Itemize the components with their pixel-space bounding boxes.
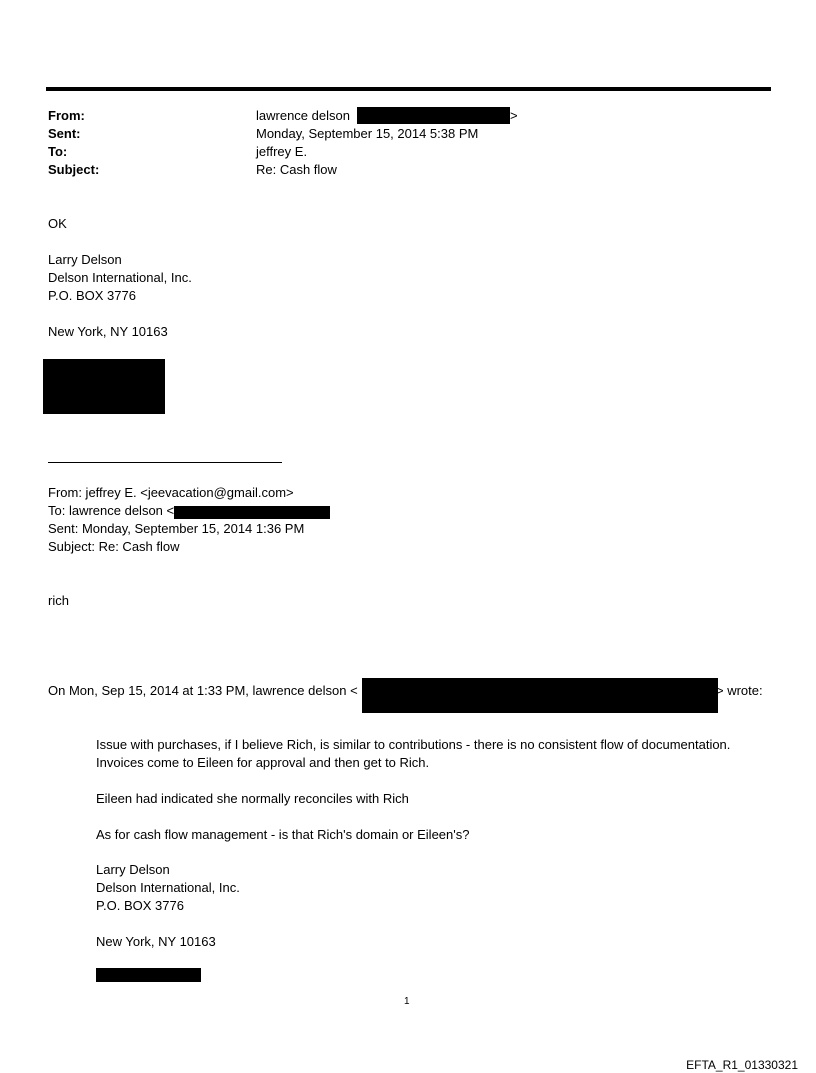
from-trail: >: [510, 108, 518, 123]
prior-from: From: jeffrey E. <jeevacation@gmail.com>: [48, 485, 294, 500]
reply-body: OK: [48, 216, 67, 231]
redaction-quoted-email: [362, 678, 718, 713]
redaction-quoted-phone: [96, 968, 201, 982]
reply-sig-name: Larry Delson: [48, 252, 122, 267]
reply-sig-company: Delson International, Inc.: [48, 270, 192, 285]
header-rule: [46, 87, 771, 91]
to-label: To:: [48, 144, 68, 159]
reply-sig-po: P.O. BOX 3776: [48, 288, 136, 303]
quoted-attribution-pre: On Mon, Sep 15, 2014 at 1:33 PM, lawrence delson <: [48, 683, 358, 698]
quoted-para1-line2: Invoices come to Eileen for approval and then get to Rich.: [96, 755, 430, 770]
sent-value: Monday, September 15, 2014 5:38 PM: [256, 126, 479, 141]
sent-label: Sent:: [48, 126, 81, 141]
redaction-prior-to-email: [174, 506, 330, 519]
prior-sent: Sent: Monday, September 15, 2014 1:36 PM: [48, 521, 305, 536]
quoted-para2: Eileen had indicated she normally reconciles with Rich: [96, 791, 409, 806]
prior-body: rich: [48, 593, 69, 608]
prior-to: To: lawrence delson <: [48, 503, 175, 518]
separator-line: [48, 462, 282, 463]
prior-subject: Subject: Re: Cash flow: [48, 539, 180, 554]
page-number: 1: [404, 996, 410, 1007]
subject-label: Subject:: [48, 162, 100, 177]
quoted-para3: As for cash flow management - is that Rich's domain or Eileen's?: [96, 827, 470, 842]
quoted-para1-line1: Issue with purchases, if I believe Rich, is similar to contributions - there is no consistent flow of documentation.: [96, 737, 731, 752]
subject-value: Re: Cash flow: [256, 162, 337, 177]
from-value: lawrence delson: [256, 108, 350, 123]
redaction-from-email: [357, 107, 510, 124]
from-label: From:: [48, 108, 85, 123]
document-id: EFTA_R1_01330321: [686, 1058, 798, 1072]
quoted-sig-city: New York, NY 10163: [96, 934, 216, 949]
reply-sig-city: New York, NY 10163: [48, 324, 168, 339]
quoted-sig-name: Larry Delson: [96, 862, 170, 877]
redaction-signature-block: [43, 359, 165, 414]
quoted-attribution-post: > wrote:: [716, 683, 763, 698]
to-value: jeffrey E.: [256, 144, 308, 159]
quoted-sig-po: P.O. BOX 3776: [96, 898, 184, 913]
quoted-sig-company: Delson International, Inc.: [96, 880, 240, 895]
